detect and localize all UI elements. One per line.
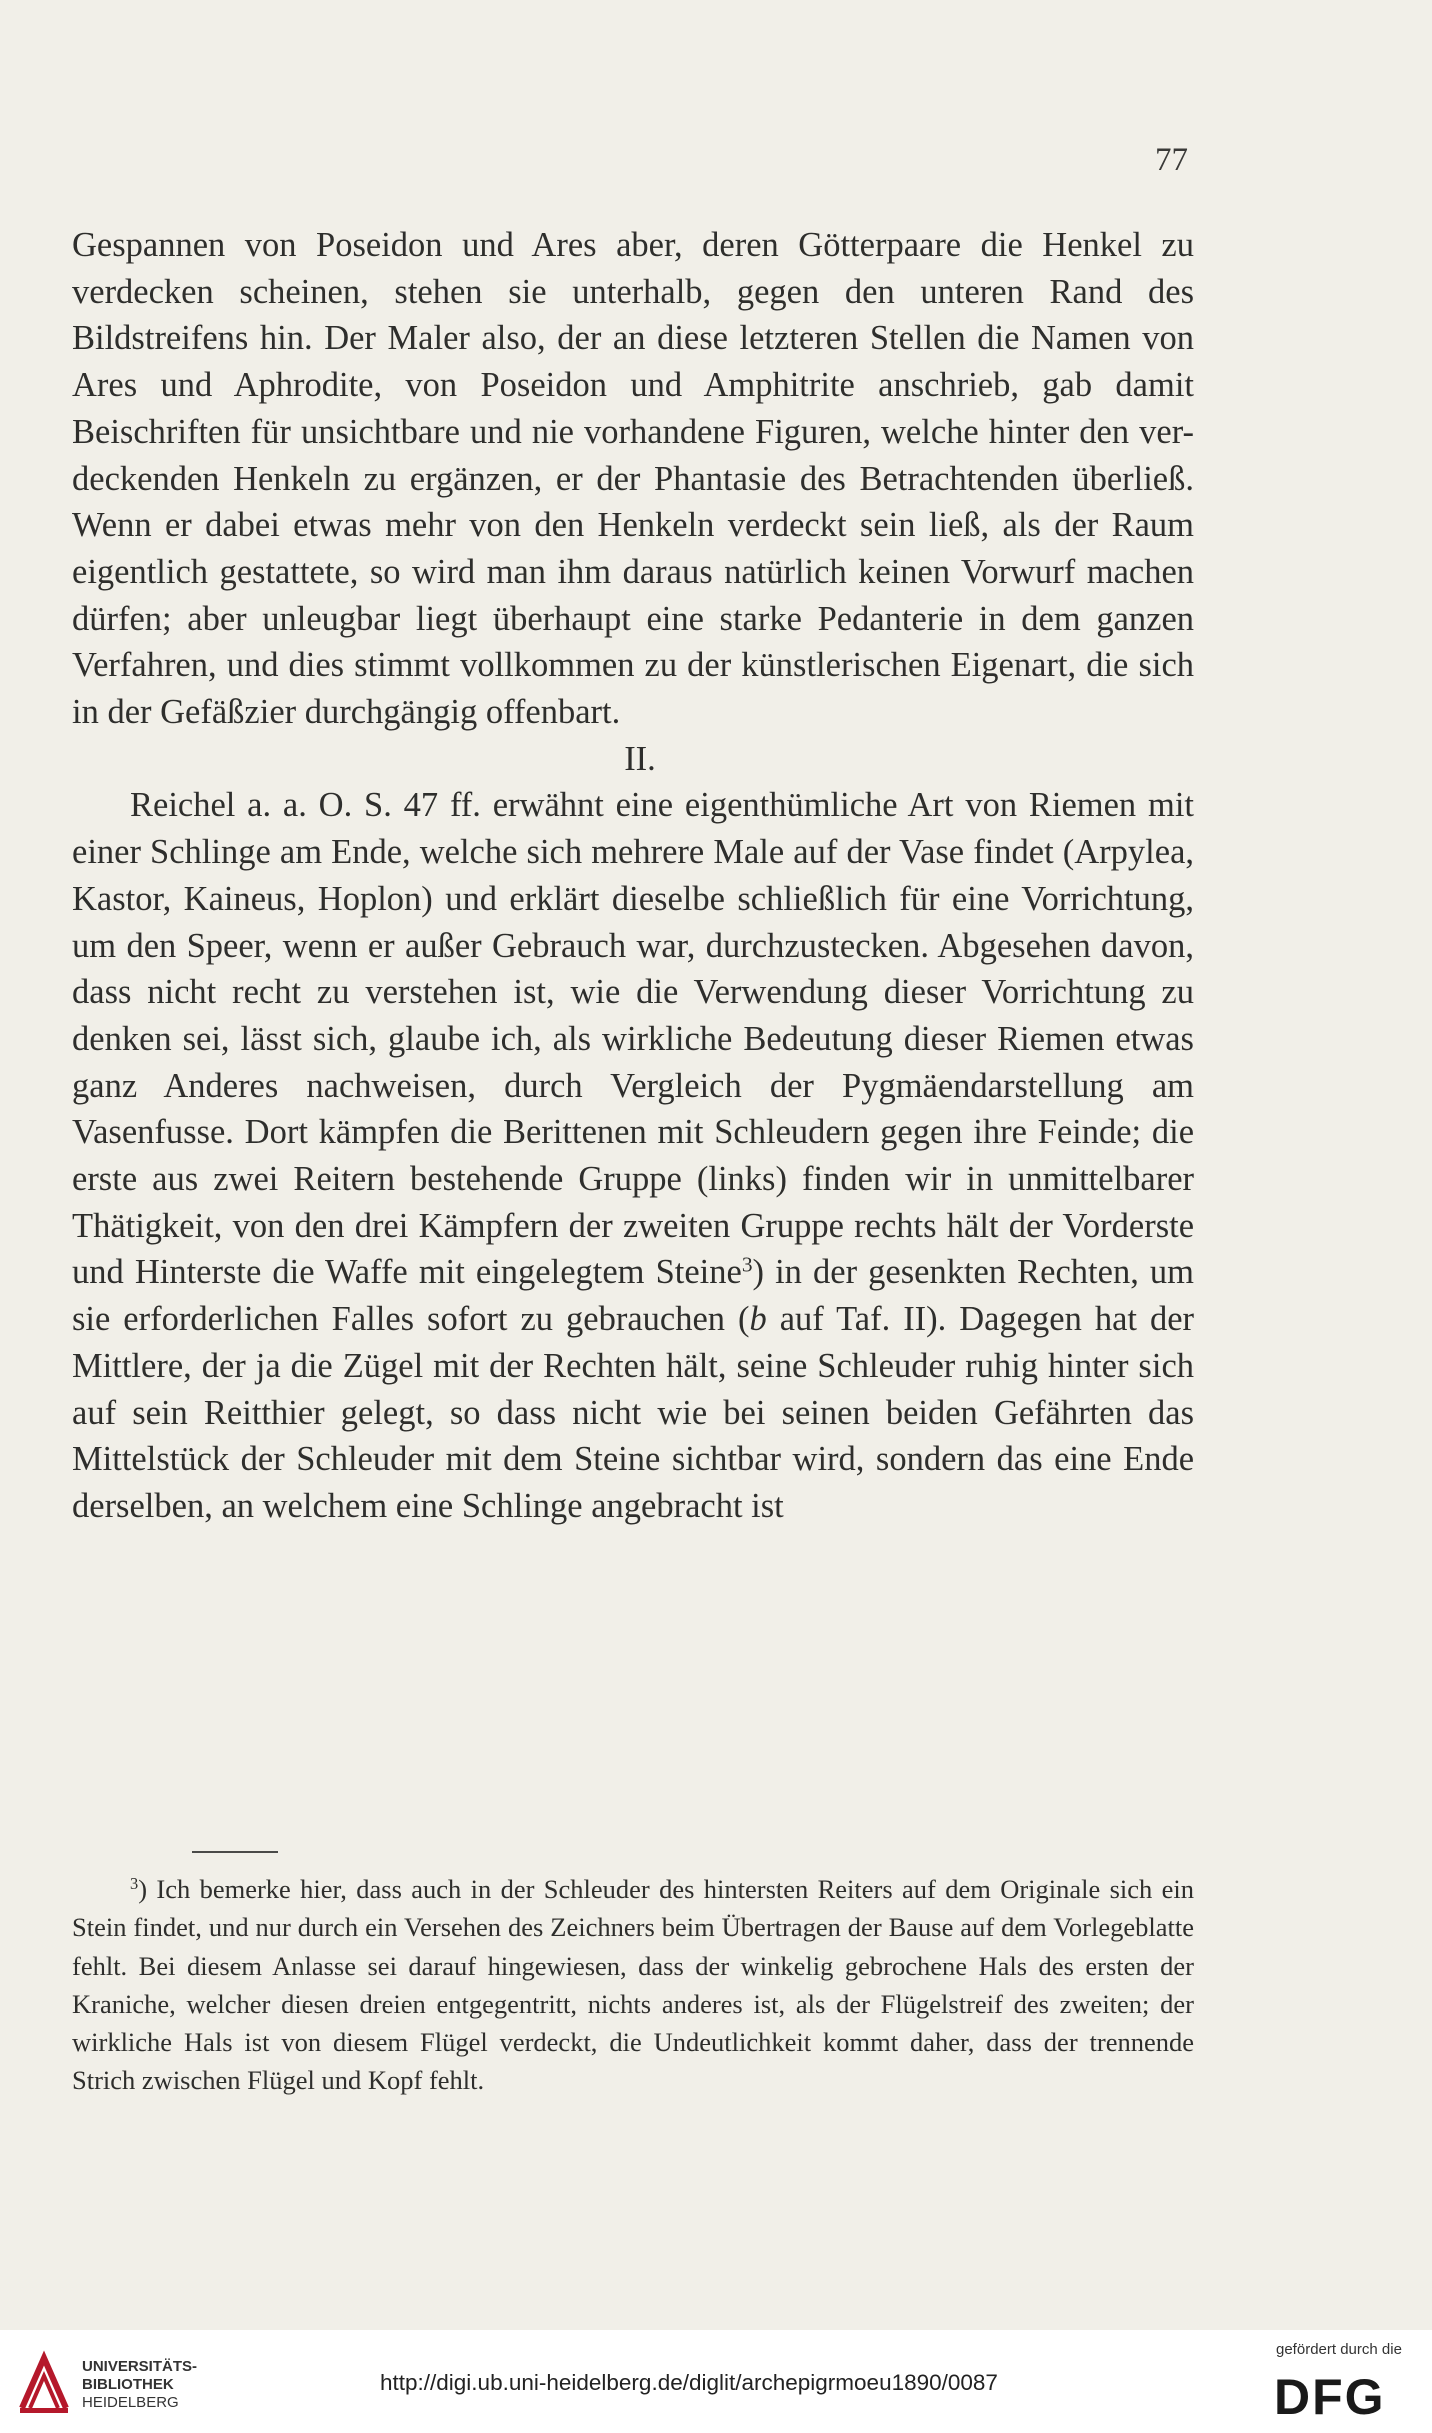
paragraph-2: Reichel a. a. O. S. 47 ff. erwähnt eine eigenthümliche Art von Riemen mit einer Schlinge am Ende, welche sich mehrere Male auf der Vase findet (Arpylea, Kastor, Kaineus, Hoplon) und erklärt dieselbe schließlich für eine Vorrichtung, um den Speer, wenn er außer Gebrauch war, durchzustecken. Abgesehen davon, dass nicht recht zu verstehen ist, wie die Verwendung dieser Vorrichtung zu denken sei, lässt sich, glaube ich, als wirkliche Bedeutung dieser Riemen etwas ganz Anderes nachweisen, durch Vergleich der Pygmäendarstellung am Vasenfusse. Dort kämpfen die Berittenen mit Schleudern gegen ihre Feinde; die erste aus zwei Reitern bestehende Gruppe (links) finden wir in unmittelbarer Thätigkeit, von den drei Kämpfern der zweiten Gruppe rechts hält der Vorderste und Hinterste die Waffe mit eingelegtem Steine$^3$) in der gesenkten Rechten, um sie erforderlichen Falles sofort zu gebrauchen (b auf Taf. II). Dagegen hat der Mittlere, der ja die Zügel mit der Rechten hält, seine Schleuder ruhig hinter sich auf sein Reitthier gelegt, so dass nicht wie bei seinen beiden Gefährten das Mittelstück der Schleuder mit dem Steine sichtbar wird, sondern das eine Ende derselben, an welchem eine Schlinge angebracht ist [72,786,1195,1525]
text-line: Male auf der Vase findet (Arpylea, Kastor, Kaineus, Hoplon) und [72,833,1195,918]
text-line: Poseidon und Amphitrite anschrieb, gab damit Beischriften für [72,366,1194,451]
text-line: dass nicht recht zu verstehen ist, wie die Verwendung dieser [72,973,967,1012]
footnote-marker: 3 [130,1873,139,1893]
text-line: Vergleich der Pygmäendarstellung am Vasenfusse. Dort kämpfen [72,1066,1194,1152]
text-line: wenn er außer Gebrauch war, durchzustecken. Abgesehen davon, [282,926,1194,965]
footnote-line: Flügelstreif des zweiten; der wirkliche Hals ist von diesem Flügel verdeckt, [72,1988,1195,2058]
source-url-link[interactable]: http://digi.ub.uni-heidelberg.de/diglit/archepigrmoeu1890/0087 [380,2370,998,2395]
dfg-logo-text: DFG [1274,2369,1386,2420]
text-line: unteren Rand des Bildstreifens hin. Der Maler also, der an [72,272,1195,358]
page-number: 77 [1155,142,1188,178]
text-line: Zügel mit der Rechten hält, seine Schleuder ruhig hinter sich auf [72,1346,1195,1432]
text-line: zwei Reitern bestehende Gruppe (links) finden wir in unmittelbarer [213,1160,1195,1199]
text-line: gebrauchen ( [566,1300,750,1339]
text-line: Reichel a. a. O. S. 47 ff. erwähnt eine eigenthümliche Art [130,786,954,825]
text-line: Thätigkeit, von den drei Kämpfern der zweiten Gruppe rechts [72,1206,937,1245]
text-line: liegt überhaupt eine starke Pedanterie in dem ganzen Verfahren, [72,599,1195,685]
footnote-line: Anlasse sei darauf hingewiesen, dass der winkelig gebrochene Hals des ersten [272,1950,1149,1981]
footnote-3: $^3$) Ich bemerke hier, dass auch in der Schleuder des hintersten Reiters auf dem Originale sich ein Stein findet, und nur durch ein Versehen des Zeichners beim Übertragen der Bause auf dem Vorlegeblatte fehlt. Bei diesem Anlasse sei darauf hingewiesen, dass der winkelig gebrochene Hals des ersten der Kraniche, welcher diesen dreien entgegentritt, nichts anderes ist, als der Flügelstreif des zweiten; der wirkliche Hals ist von diesem Flügel verdeckt, die Undeutlichkeit kommt daher, dass der trennende Strich zwischen Flügel und Kopf fehlt. [72,1873,1195,2096]
footnote-block [72,1870,1194,2100]
footnote-line: der Kraniche, welcher diesen dreien entgegentritt, nichts anderes ist, als der [72,1950,1194,2019]
text-line: von Riemen mit einer Schlinge am Ende, welche sich mehrere [72,786,1194,872]
dfg-logo-icon [1272,2368,1422,2420]
text-line: unsichtbare und nie vorhandene Figuren, welche hinter den ver- [300,412,1194,451]
paragraph-1 [72,222,1194,736]
text-line: daraus natürlich keinen Vorwurf machen dürfen; aber unleugbar [72,552,1195,638]
text-line: und dies stimmt vollkommen zu der künstlerischen Eigenart, die [226,646,1129,685]
text-line: das eine Ende derselben, an welchem eine Schlinge angebracht ist [72,1440,1195,1525]
text-line: sich in der Gefäßzier durchgängig offenbart. [72,646,1195,732]
text-line: die Berittenen mit Schleudern gegen ihre Feinde; die erste aus [72,1113,1195,1199]
text-line: Vorrichtung zu denken sei, lässt sich, glaube ich, als wirkliche [72,973,1194,1058]
text-line: deckenden Henkeln zu ergänzen, er der Phantasie des Betrachtenden [72,459,1059,498]
text-line: in der gesenkten Rechten, um sie erforderlichen Falles sofort zu [72,1253,1194,1339]
footnote-line: auf dem Originale sich ein Stein findet, und nur durch ein Versehen des [72,1874,1195,1943]
footnote-line: Zeichners beim Übertragen der Bause auf dem Vorlegeblatte fehlt. Bei diesem [72,1912,1194,1981]
footnote-reference: 3 [741,1252,753,1277]
section-heading: II. [624,739,656,778]
text-line: Gespannen von Poseidon und Ares aber, deren Götterpaare die [72,226,1023,264]
text-line: das Mittelstück der Schleuder mit dem Steine sichtbar wird, sondern [72,1393,1194,1479]
library-name: UNIVERSITÄTS- BIBLIOTHEK HEIDELBERG [82,2358,198,2411]
footnote-line: und Kopf fehlt. [321,2065,485,2096]
text-line: sein ließ, als der Raum eigentlich gestattete, so wird man ihm [72,506,1195,591]
footnote-line: die Undeutlichkeit kommt daher, dass der trennende Strich zwischen Flügel [72,2027,1195,2096]
text-line: Henkel zu verdecken scheinen, stehen sie unterhalb, gegen den [72,226,1194,311]
footnote-divider [192,1851,278,1853]
text-line: Bedeutung dieser Riemen etwas ganz Anderes nachweisen, durch [72,1019,1194,1105]
text-line: diese letzteren Stellen die Namen von Ares und Aphrodite, von [72,319,1194,405]
text-line: erklärt dieselbe schließlich für eine Vorrichtung, um den Speer, [72,879,1195,965]
university-library-logo-icon [14,2348,74,2418]
body-text [72,222,1194,1530]
text-line: überließ. Wenn er dabei etwas mehr von den Henkeln verdeckt [72,459,1194,545]
italic-letter: b [749,1300,767,1339]
text-line: hält der Vorderste und Hinterste die Waffe mit eingelegtem Steine [72,1206,1195,1292]
funding-label: gefördert durch die [1276,2341,1402,2358]
text-line: sein Reitthier gelegt, so dass nicht wie bei seinen beiden Gefährten [132,1393,1132,1432]
footnote-line: Ich bemerke hier, dass auch in der Schleuder des hintersten Reiters [156,1874,893,1904]
